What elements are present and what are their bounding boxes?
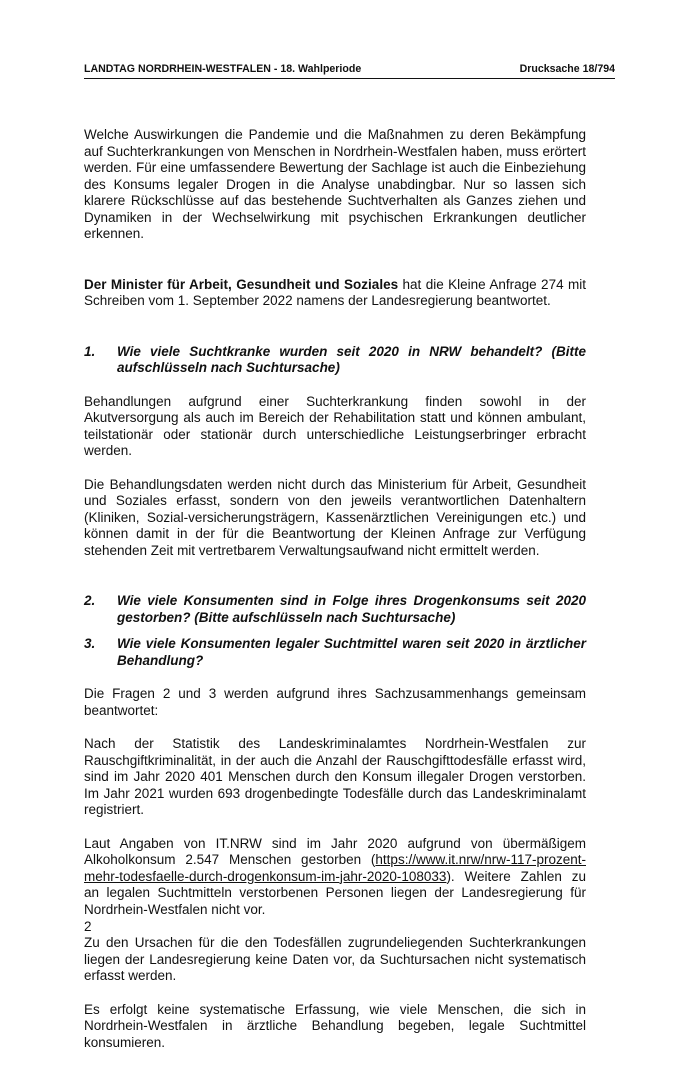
- answer-23-p3-after: ). Weitere Zahlen zu an legalen Suchtmitteln verstorbenen Personen liegen der Landesregierung für Nordrhein-Westfalen nicht vor.: [84, 868, 586, 917]
- header-parliament: LANDTAG NORDRHEIN-WESTFALEN - 18. Wahlperiode: [84, 63, 362, 75]
- document-body: [84, 127, 586, 1068]
- header-document-number: Drucksache 18/794: [519, 63, 615, 75]
- answer-23-paragraph-4: Zu den Ursachen für die den Todesfällen zugrundeliegenden Suchterkrankungen liegen der Landesregierung keine Daten vor, da Suchtursachen nicht systematisch erfasst werden.: [84, 935, 586, 983]
- question-2: [84, 593, 586, 626]
- answer-23-p3-before: Laut Angaben von IT.NRW sind im Jahr 2020 aufgrund von übermäßigem Alkoholkonsum 2.547 Menschen gestorben (: [84, 835, 586, 867]
- minister-answer-intro: [84, 277, 586, 310]
- question-2-number: 2.: [84, 593, 96, 608]
- page-number: 2: [84, 919, 92, 934]
- question-3-number: 3.: [84, 636, 96, 651]
- itnrw-source-link[interactable]: https://www.it.nrw/nrw-117-prozent-mehr-todesfaelle-durch-drogenkonsum-im-jahr-2020-108033: [84, 852, 586, 884]
- minister-text: hat die Kleine Anfrage 274 mit Schreiben vom 1. September 2022 namens der Landesregierung beantwortet.: [84, 276, 587, 308]
- question-2-text: Wie viele Konsumenten sind in Folge ihres Drogenkonsums seit 2020 gestorben? (Bitte aufschlüsseln nach Suchtursache): [117, 593, 586, 625]
- answer-23-paragraph-1: Die Fragen 2 und 3 werden aufgrund ihres Sachzusammenhangs gemeinsam beantwortet:: [84, 686, 586, 718]
- answer-1-paragraph-2: Die Behandlungsdaten werden nicht durch das Ministerium für Arbeit, Gesundheit und Soziales erfasst, sondern von den jeweils verantwortlichen Datenhaltern (Kliniken, Sozial-versicherungsträgern, Kassenärztlichen Vereinigungen etc.) und können damit in der für die Beantwortung der Kleinen Anfrage zur Verfügung stehenden Zeit mit vertretbarem Verwaltungsaufwand nicht ermittelt werden.: [84, 476, 586, 558]
- minister-name: Der Minister für Arbeit, Gesundheit und Soziales: [84, 276, 399, 292]
- question-3: [84, 636, 586, 669]
- question-1-number: 1.: [84, 343, 96, 359]
- answer-1-paragraph-1: Behandlungen aufgrund einer Suchterkrankung finden sowohl in der Akutversorgung als auch im Bereich der Rehabilitation statt und können ambulant, teilstationär oder stationär durch unterschiedliche Leistungserbringer erbracht werden.: [84, 393, 586, 458]
- answer-23-paragraph-2: Nach der Statistik des Landeskriminalamtes Nordrhein-Westfalen zur Rauschgiftkriminalität, in der auch die Anzahl der Rauschgifttodesfälle erfasst wird, sind im Jahr 2020 401 Menschen durch den Konsum illegaler Drogen verstorben. Im Jahr 2021 wurden 693 drogenbedingte Todesfälle durch das Landeskriminalamt registriert.: [84, 736, 586, 817]
- answer-23-paragraph-3: [84, 836, 586, 919]
- question-1-text: Wie viele Suchtkranke wurden seit 2020 in NRW behandelt? (Bitte aufschlüsseln nach Suchtursache): [117, 343, 586, 375]
- page-header: [84, 63, 615, 79]
- intro-paragraph: Welche Auswirkungen die Pandemie und die Maßnahmen zu deren Bekämpfung auf Suchterkrankungen von Menschen in Nordrhein-Westfalen haben, muss erörtert werden. Für eine umfassendere Bewertung der Sachlage ist auch die Einbeziehung des Konsums legaler Drogen in die Analyse unabdingbar. Nur so lassen sich klarere Rückschlüsse auf das bestehende Suchtverhalten als Ganzes ziehen und Dynamiken in der Wechselwirkung mit psychischen Erkrankungen deutlicher erkennen.: [84, 127, 586, 241]
- answer-23-paragraph-5: Es erfolgt keine systematische Erfassung, wie viele Menschen, die sich in Nordrhein-Westfalen in ärztliche Behandlung begeben, legale Suchtmittel konsumieren.: [84, 1001, 586, 1050]
- question-1: [84, 344, 586, 377]
- question-3-text: Wie viele Konsumenten legaler Suchtmittel waren seit 2020 in ärztlicher Behandlung?: [117, 636, 586, 668]
